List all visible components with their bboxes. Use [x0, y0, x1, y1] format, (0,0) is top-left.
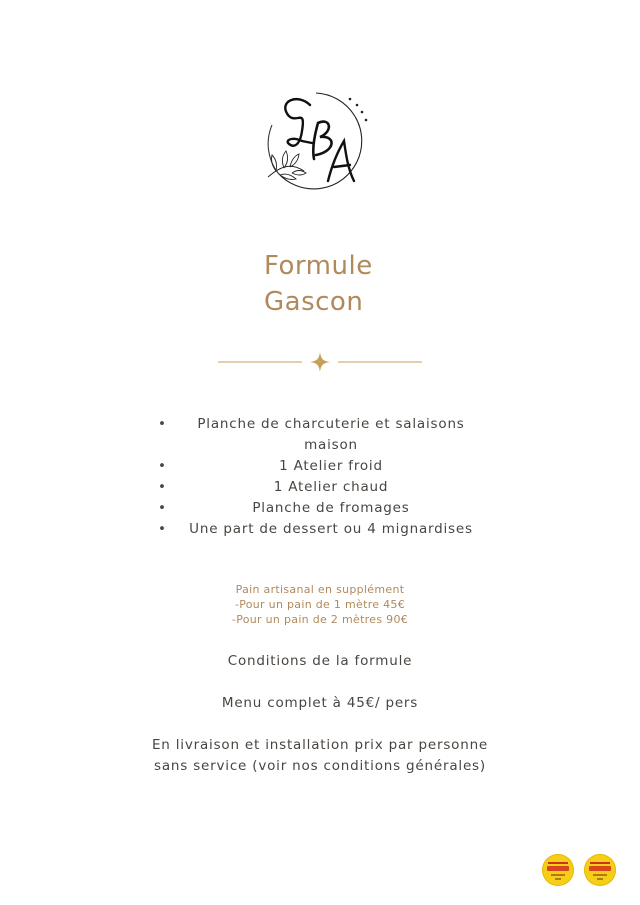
- list-item: [150, 456, 490, 477]
- menu-list: [150, 414, 490, 540]
- delivery-note-line-1: En livraison et installation prix par personne: [151, 737, 489, 753]
- list-item: [150, 498, 490, 519]
- svg-text:LBA: LBA: [258, 85, 260, 86]
- item-text: maison: [304, 437, 358, 453]
- gault-millau-badge: [542, 854, 574, 886]
- list-item-continuation: [150, 435, 490, 456]
- item-text: Planche de fromages: [252, 500, 410, 516]
- bread-option-2m: -Pour un pain de 2 mètres 90€: [231, 613, 409, 626]
- bullet: •: [158, 500, 167, 516]
- gault-millau-badge: [584, 854, 616, 886]
- item-text: 1 Atelier froid: [279, 458, 383, 474]
- item-text: Planche de charcuterie et salaisons: [197, 416, 465, 432]
- lba-monogram-icon: [258, 85, 380, 197]
- list-item: [150, 477, 490, 498]
- bread-option-1m: -Pour un pain de 1 mètre 45€: [234, 598, 406, 611]
- title-line-1: Formule: [264, 251, 373, 281]
- award-badges: [542, 854, 616, 888]
- lba-logo: [258, 85, 380, 197]
- bread-heading: Pain artisanal en supplément: [235, 583, 405, 596]
- ornament-divider: [218, 350, 422, 374]
- sparkle-icon: [218, 350, 422, 374]
- list-item: [150, 414, 490, 435]
- price-line: Menu complet à 45€/ pers: [221, 695, 419, 711]
- title-line-2: Gascon: [264, 287, 364, 317]
- bullet: •: [158, 521, 167, 537]
- item-text: Une part de dessert ou 4 mignardises: [189, 521, 473, 537]
- delivery-note-line-2: sans service (voir nos conditions générales): [154, 758, 486, 774]
- item-text: 1 Atelier chaud: [273, 479, 389, 495]
- bread-supplement: [200, 582, 440, 627]
- conditions-heading: Conditions de la formule: [227, 653, 413, 669]
- bullet: •: [158, 479, 167, 495]
- bullet: •: [158, 458, 167, 474]
- bullet: •: [158, 416, 167, 432]
- list-item: [150, 519, 490, 540]
- formula-title: [264, 248, 373, 320]
